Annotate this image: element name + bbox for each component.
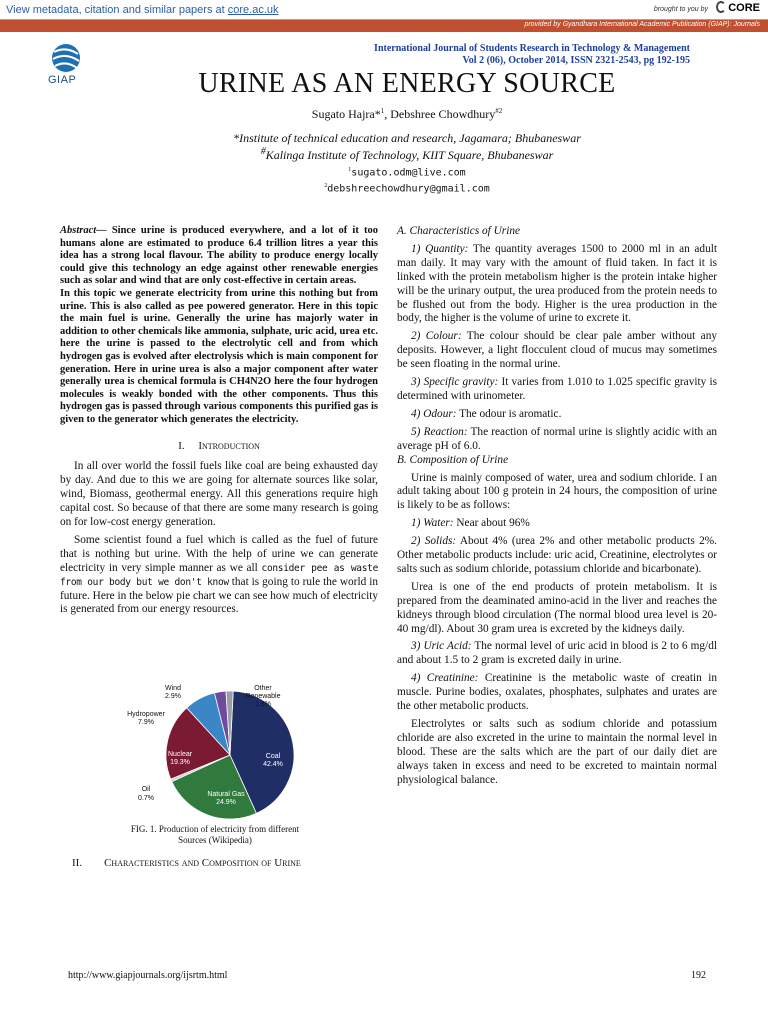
label-wind: Wind xyxy=(165,685,181,692)
water-text: Near about 96% xyxy=(453,517,530,530)
core-logo[interactable] xyxy=(716,1,760,14)
label-hydro-value: 7.9% xyxy=(138,719,154,726)
core-link[interactable]: core.ac.uk xyxy=(227,4,279,16)
quantity-para xyxy=(397,243,717,326)
gravity-para xyxy=(397,376,717,404)
journal-volume: Vol 2 (06), October 2014, ISSN 2321-2543, pg 192-195 xyxy=(462,55,690,66)
subsection-b-title: B. Composition of Urine xyxy=(397,453,509,466)
abstract-label: Abstract— xyxy=(60,225,107,236)
email-1-text[interactable]: sugato.odm@live.com xyxy=(351,167,466,179)
affiliation-1: *Institute of technical education and research, Jagamara; Bhubaneswar xyxy=(233,131,581,145)
author-2-mark: #2 xyxy=(495,107,503,115)
intro-p2-a: Some scientist found a fuel which is called as the fuel of future that is nothing but urine. With the help of urine we can generate electricity in very simple manner as we all xyxy=(60,533,378,574)
uric-acid-text: The normal level of uric acid in blood is 2 to 6 mg/dl and about 1.5 to 2 gram is excreted daily in urine. xyxy=(397,640,717,667)
section-1-title: Introduction xyxy=(198,439,260,452)
email-2-text[interactable]: debshreechowdhury@gmail.com xyxy=(327,183,490,195)
core-banner xyxy=(0,0,768,20)
solids-para xyxy=(397,535,717,577)
reaction-para xyxy=(397,426,717,454)
uric-acid-para xyxy=(397,640,717,668)
provider-bar xyxy=(0,20,768,32)
intro-p2-b: that is going to rule the world in future. Here in the below pie chart we can see how much of electricity is generated from our energy resources. xyxy=(60,575,378,616)
label-other-2: Renewable xyxy=(245,693,281,700)
label-oil-value: 0.7% xyxy=(138,795,154,802)
figure-caption xyxy=(100,824,330,846)
brought-by-text: brought to you by xyxy=(653,6,708,13)
colour-label: 2) Colour: xyxy=(411,330,462,343)
abstract-p2: In this topic we generate electricity from urine this nothing but from urine. This is also called as pee powered generator. Here in this topic the main fuel is urine. Generally the urine has majorly water in addition to other chemicals like ammonia, sulphate, uric acid, urea etc. here the urine is passed to the electrolytic cell and from which hydrogen gas is evolved after electrolysis which is main component for generation. Here in urine urea is also a major component after water generally urea is chemical formula is CH4N2O here the four hydrogen molecules is weakly bonded with the other components. Thus this hydrogen gas is passed through various components this purified gas is given to the generator which generates the electricity. xyxy=(60,287,378,425)
label-wind-value: 2.9% xyxy=(165,693,181,700)
energy-pie-chart xyxy=(118,680,308,820)
intro-p2-mono: consider pee as waste from our body but we don't know xyxy=(60,562,378,588)
author-2: , Debshree Chowdhury xyxy=(384,107,496,121)
authors xyxy=(0,107,768,122)
author-1: Sugato Hajra* xyxy=(311,107,381,121)
colour-para xyxy=(397,330,717,372)
section-2-number: II. xyxy=(72,857,83,869)
gravity-label: 3) Specific gravity: xyxy=(411,376,499,389)
uric-acid-label: 3) Uric Acid: xyxy=(411,640,472,653)
water-label: 1) Water: xyxy=(411,517,454,530)
reaction-label: 5) Reaction: xyxy=(411,425,468,438)
affiliation-2-text: Kalinga Institute of Technology, KIIT Square, Bhubaneswar xyxy=(265,148,554,162)
abstract-text-1: Since urine is produced everywhere, and a lot of it too humans alone are estimated to produce 6.4 trillion litres a year this idea has a strong local flavour. The ability to produce energy locally could give this technology an edge against other renewable energies such as solar and wind that are only cost-effective in certain areas. xyxy=(60,225,378,287)
section-1-heading xyxy=(60,440,378,454)
reaction-text: The reaction of normal urine is slightly acidic with an average pH of 6.0. xyxy=(397,425,717,452)
affiliation-2 xyxy=(0,146,768,163)
author-1-mark: 1 xyxy=(380,107,385,115)
label-other-value: 1.8% xyxy=(255,701,271,708)
section-1-number: I. xyxy=(178,439,185,452)
label-nuclear: Nuclear xyxy=(167,751,193,758)
section-2-heading xyxy=(72,857,301,869)
creatinine-text: Creatinine is the metabolic waste of creatin in muscle. Purine bodies, oxalates, phosphates, sulphates and urates are the other metabolic products. xyxy=(397,672,717,713)
quantity-label: 1) Quantity: xyxy=(411,242,469,255)
electrolytes-para: Electrolytes or salts such as sodium chloride and potassium chloride are also excreted in the urine to maintain the normal level in blood. These are the salts which are the part of our daily diet are always taken in excess and need to be excreted to maintain normal physiological balance. xyxy=(397,718,717,786)
page-number: 192 xyxy=(691,970,706,981)
giap-logo-text: GIAP xyxy=(48,74,77,86)
section-2-title: Characteristics and Composition of Urine xyxy=(104,857,301,869)
label-gas: Natural Gas xyxy=(207,791,245,798)
label-gas-value: 24.9% xyxy=(216,799,236,806)
caption-line-2: Sources (Wikipedia) xyxy=(178,835,252,845)
label-oil: Oil xyxy=(141,786,151,793)
urea-para: Urea is one of the end products of protein metabolism. It is prepared from the deaminated amino-acid in the liver and reaches the kidneys through blood circulation (The normal blood urea level is 20-40 mg/dl). About 30 gram urea is excreted by the kidneys daily. xyxy=(397,580,717,635)
label-nuclear-value: 19.3% xyxy=(170,759,190,766)
email-2 xyxy=(0,183,768,194)
label-other: Other xyxy=(254,685,272,692)
odour-text: The odour is aromatic. xyxy=(456,407,562,420)
solids-text: About 4% (urea 2% and other metabolic products 2%. Other metabolic products include: uric acid, Creatinine, electrolytes or salts such as sodium chloride, potassium chloride and bicarbonate). xyxy=(397,535,717,575)
left-column xyxy=(60,225,378,617)
provider-text: provided by Gyandhara International Academic Publication (GIAP): Journals xyxy=(524,21,760,28)
right-column xyxy=(397,225,717,788)
creatinine-para xyxy=(397,672,717,714)
water-para xyxy=(397,517,717,531)
label-coal-value: 42.4% xyxy=(263,761,283,768)
metadata-text: View metadata, citation and similar papers at xyxy=(6,4,228,16)
label-hydro: Hydropower xyxy=(127,711,165,718)
label-coal: Coal xyxy=(265,753,281,760)
creatinine-label: 4) Creatinine: xyxy=(411,672,479,685)
footer-url[interactable]: http://www.giapjournals.org/ijsrtm.html xyxy=(68,970,228,981)
email-1-mark: 1 xyxy=(348,167,352,173)
odour-label: 4) Odour: xyxy=(411,407,457,420)
journal-name: International Journal of Students Research in Technology & Management xyxy=(374,43,690,54)
abstract-p1 xyxy=(60,225,378,288)
journal-header xyxy=(230,43,690,67)
paper-title: URINE AS AN ENERGY SOURCE xyxy=(198,68,616,99)
composition-intro: Urine is mainly composed of water, urea and sodium chloride. I an adult taking about 100 g protein in 24 hours, the composition of urine is likely to be as follows: xyxy=(397,471,717,512)
gravity-text: It varies from 1.010 to 1.025 specific gravity is determined with urinometer. xyxy=(397,376,717,402)
email-1 xyxy=(0,167,768,178)
core-logo-text: CORE xyxy=(728,2,760,14)
intro-p2 xyxy=(60,534,378,617)
affiliation-2-mark: # xyxy=(260,146,266,157)
intro-p1: In all over world the fossil fuels like coal are being exhausted day by day. And due to this we are going for alternate sources like solar, wind, Biomass, geothermal energy. All this generations require high capital cost. So because of that there are some many research is going on for low-cost energy generation. xyxy=(60,460,378,529)
metadata-link[interactable] xyxy=(6,4,279,16)
core-icon xyxy=(716,1,726,13)
solids-label: 2) Solids: xyxy=(411,535,457,548)
colour-text: The colour should be clear pale amber without any deposits. However, a light flocculent cloud of mucus may sometimes be seen floating in the normal urine. xyxy=(397,330,717,371)
odour-para xyxy=(397,408,717,422)
email-2-mark: 2 xyxy=(324,183,328,189)
quantity-text: The quantity averages 1500 to 2000 ml in an adult man daily. It may vary with the amount of fluid taken. In fact it is linked with the protein metabolism higher is the protein intake higher will be the urinary output, the urea produced from the protein needs to be flushed out from the body. Higher is the urea production in the body, the higher is the volume of urine to excrete it. xyxy=(397,242,718,325)
subsection-a-title: A. Characteristics of Urine xyxy=(397,225,521,237)
caption-line-1: FIG. 1. Production of electricity from different xyxy=(130,824,300,834)
